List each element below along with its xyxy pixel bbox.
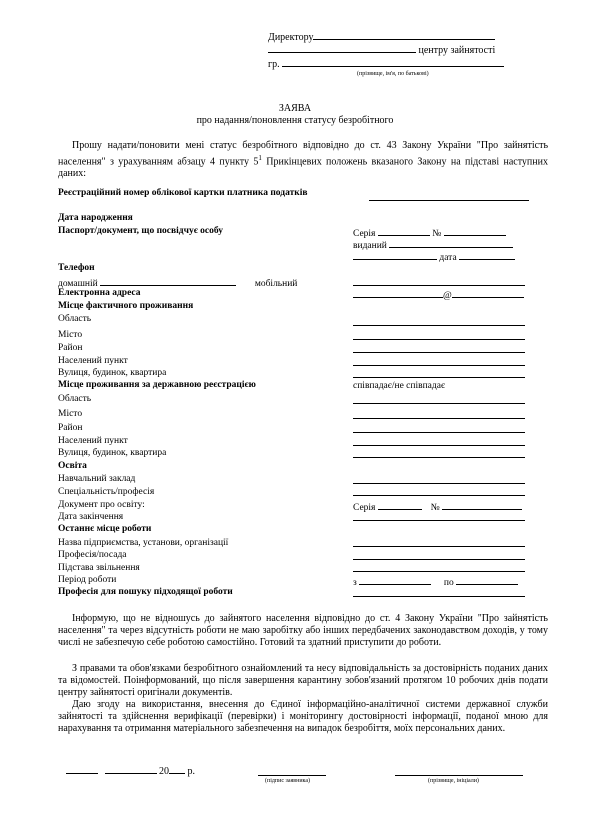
dismissal-label: Підстава звільнення <box>58 563 140 573</box>
reg-street-field[interactable] <box>353 457 525 458</box>
birth-label: Дата народження <box>58 213 133 223</box>
actual-city-label: Місто <box>58 330 83 340</box>
document-title: ЗАЯВА <box>278 103 312 114</box>
email-domain-field[interactable] <box>452 288 524 298</box>
phone-home-field[interactable] <box>100 276 236 286</box>
document-subtitle: про надання/поновлення статусу безробітного <box>196 115 394 126</box>
name-field[interactable] <box>395 775 523 776</box>
search-profession-label: Професія для пошуку підходящої роботи <box>58 587 233 597</box>
school-field[interactable] <box>353 483 525 484</box>
tax-id-field[interactable] <box>369 200 529 201</box>
date-line <box>66 764 195 778</box>
date-year-field[interactable] <box>169 764 185 774</box>
director-field[interactable] <box>313 30 495 40</box>
work-period-label: Період роботи <box>58 575 117 585</box>
passport-date-row <box>353 250 515 264</box>
director-line <box>268 30 495 44</box>
period-to-field[interactable] <box>456 575 518 585</box>
signature-caption: (підпис заявника) <box>265 778 311 784</box>
date-year-prefix: 20 <box>159 766 169 777</box>
email-user-field[interactable] <box>353 288 443 298</box>
passport-label: Паспорт/документ, що посвідчує особу <box>58 226 224 236</box>
citizen-label: гр. <box>268 59 280 70</box>
actual-district-field[interactable] <box>353 352 525 353</box>
email-at: @ <box>443 291 452 301</box>
passport-date-field[interactable] <box>459 250 515 260</box>
intro-sup: 1 <box>258 154 262 162</box>
intro-text-2: Прикінцевих положень вказаного Закону на підставі наступних даних: <box>58 156 548 180</box>
graduation-field[interactable] <box>353 520 525 521</box>
date-day-field[interactable] <box>66 764 98 774</box>
edu-no-label: № <box>430 503 440 513</box>
actual-street-label: Вулиця, будинок, квартира <box>58 368 167 378</box>
dismissal-field[interactable] <box>353 571 525 572</box>
email-label: Електронна адреса <box>58 288 141 298</box>
reg-district-label: Район <box>58 423 83 433</box>
work-period-row <box>353 575 518 589</box>
actual-region-field[interactable] <box>353 325 525 326</box>
phone-mobile-field[interactable] <box>353 285 525 286</box>
school-label: Навчальний заклад <box>58 474 136 484</box>
statement-paragraph-3: Даю згоду на використання, внесення до Єдиної інформаційно-аналітичної системи державної служби зайнятості та здійснення верифікації (перевірки) і моніторингу достовірності інформації, поданої мною для нарахування та отримання матеріального забезпечення на випадок безробіття, моїх персональних даних. <box>58 699 548 734</box>
passport-date-label: дата <box>439 253 457 263</box>
registered-address-label: Місце проживання за державною реєстрацією <box>58 380 256 390</box>
phone-home-label: домашній <box>58 279 98 289</box>
email-row <box>353 288 524 302</box>
phone-label: Телефон <box>58 263 95 273</box>
position-label: Професія/посада <box>58 550 127 560</box>
period-to-label: по <box>443 578 454 588</box>
actual-district-label: Район <box>58 343 83 353</box>
phone-mobile-label: мобільний <box>254 279 298 289</box>
search-profession-field[interactable] <box>353 596 525 597</box>
tax-id-label: Реєстраційний номер облікової картки платника податків <box>58 188 308 198</box>
actual-region-label: Область <box>58 314 92 324</box>
edu-doc-row <box>353 500 522 514</box>
reg-settlement-label: Населений пункт <box>58 436 128 446</box>
reg-settlement-field[interactable] <box>353 445 525 446</box>
passport-no-label: № <box>432 229 442 239</box>
edu-doc-label: Документ про освіту: <box>58 500 145 510</box>
reg-street-label: Вулиця, будинок, квартира <box>58 448 167 458</box>
citizen-line <box>268 57 504 71</box>
company-label: Назва підприємства, установи, організації <box>58 538 229 548</box>
citizen-caption: (прізвище, ім'я, по батькові) <box>357 71 429 77</box>
statement-paragraph-2: З правами та обов'язками безробітного ознайомлений та несу відповідальність за достовірність поданих даних та відомостей. Поінформований, що після завершення карантину зобов'язаний протягом 10 робочих днів подати центру зайнятості оригінали документів. <box>58 663 548 698</box>
edu-series-label: Серія <box>353 503 376 513</box>
position-field[interactable] <box>353 559 525 560</box>
actual-street-field[interactable] <box>353 377 525 378</box>
passport-issued-field-2[interactable] <box>353 250 437 260</box>
name-caption: (прізвище, ініціали) <box>428 778 479 784</box>
intro-text-1: Прошу надати/поновити мені статус безробітного відповідно до ст. 43 Закону України "Про зайнятість населення" з урахуванням абзацу 4 пункту 5 <box>58 140 548 168</box>
education-label: Освіта <box>58 461 87 471</box>
center-field[interactable] <box>268 43 416 53</box>
reg-region-field[interactable] <box>353 403 525 404</box>
specialty-label: Спеціальність/професія <box>58 487 155 497</box>
edu-series-field[interactable] <box>378 500 422 510</box>
actual-city-field[interactable] <box>353 339 525 340</box>
passport-issued-field[interactable] <box>389 238 513 248</box>
date-year-suffix: р. <box>187 766 195 777</box>
center-label: центру зайнятості <box>418 45 496 56</box>
signature-field[interactable] <box>258 775 326 776</box>
actual-address-label: Місце фактичного проживання <box>58 301 194 311</box>
reg-district-field[interactable] <box>353 432 525 433</box>
edu-no-field[interactable] <box>442 500 522 510</box>
director-label: Директору <box>268 32 314 43</box>
passport-series-label: Серія <box>353 229 376 239</box>
last-job-label: Останнє місце роботи <box>58 524 152 534</box>
center-line <box>268 43 495 57</box>
company-field[interactable] <box>353 546 525 547</box>
graduation-label: Дата закінчення <box>58 512 124 522</box>
registered-matches[interactable]: співпадає/не співпадає <box>353 381 446 391</box>
intro-paragraph <box>58 140 548 180</box>
passport-no-field[interactable] <box>444 226 506 236</box>
specialty-field[interactable] <box>353 495 525 496</box>
citizen-field[interactable] <box>282 57 504 67</box>
reg-city-label: Місто <box>58 409 83 419</box>
passport-series-field[interactable] <box>378 226 430 236</box>
actual-settlement-field[interactable] <box>353 365 525 366</box>
period-from-label: з <box>353 578 357 588</box>
reg-region-label: Область <box>58 394 92 404</box>
passport-issued-label: виданий <box>353 241 387 251</box>
period-from-field[interactable] <box>359 575 431 585</box>
statement-paragraph-1: Інформую, що не відношусь до зайнятого населення відповідно до ст. 4 Закону України "Про зайнятість населення" та через відсутність роботи не маю заробітку або інших передбачених законодавством доходів, у тому числі не забезпечую себе роботою самостійно. Готовий та здатний приступити до роботи. <box>58 613 548 648</box>
actual-settlement-label: Населений пункт <box>58 356 128 366</box>
reg-city-field[interactable] <box>353 418 525 419</box>
date-month-field[interactable] <box>105 764 157 774</box>
